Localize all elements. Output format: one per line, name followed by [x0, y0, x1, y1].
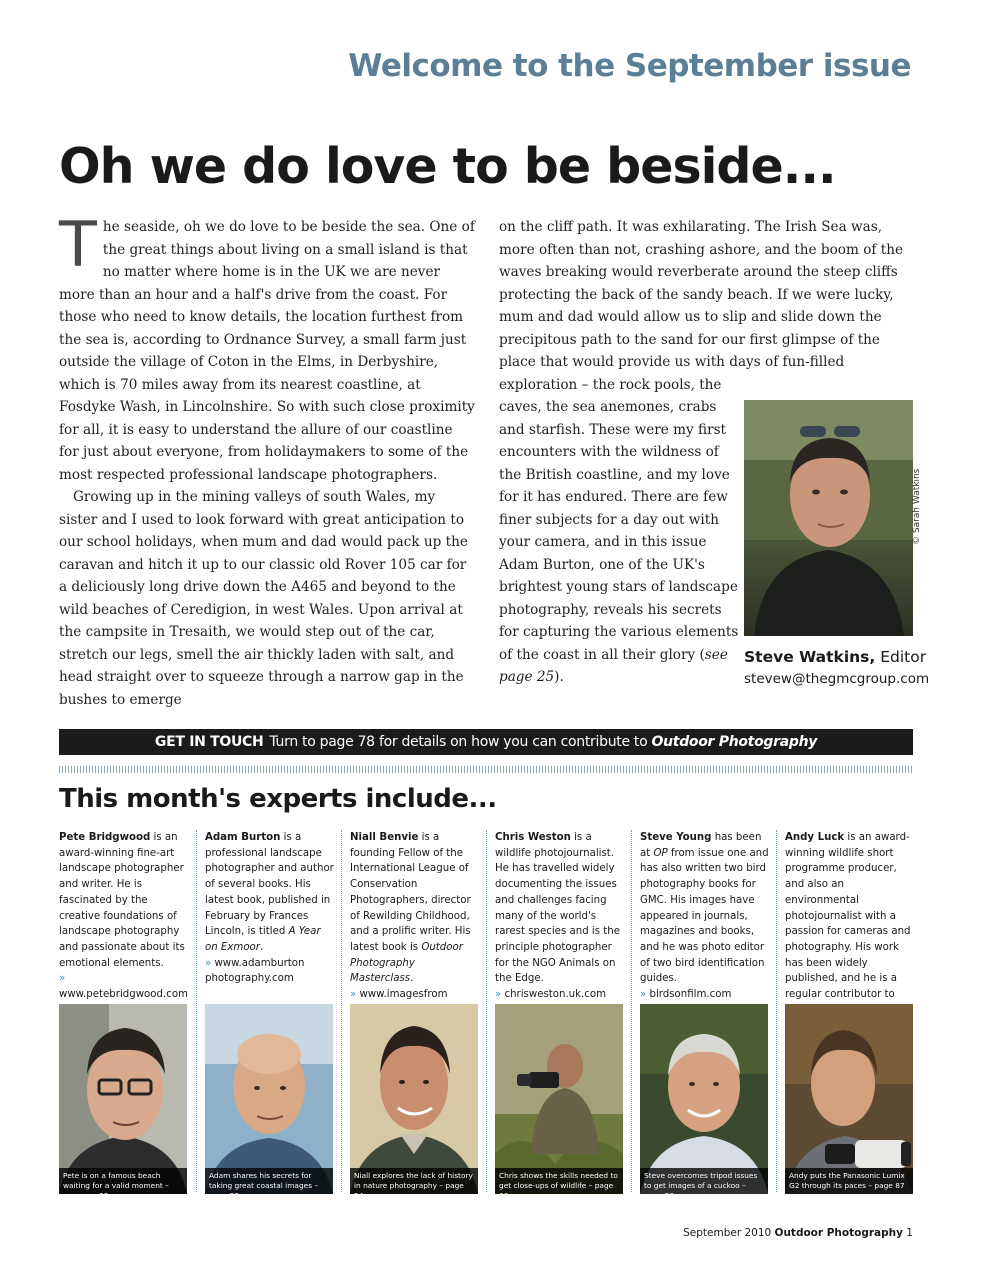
- article-paragraph-4-text: caves, the sea anemones, crabs and starfish. These were my first encounters with the wildness of the British coastline, and my love for it has endured. There are few finer subjects for a day out with your camera, and in this issue Adam Burton, one of the UK's brightest young stars of landscape photography, reveals his secrets for capturing the various elements of the coast in all their glory (: [499, 399, 739, 663]
- pete-portrait-illustration: [59, 1004, 187, 1194]
- editor-role: Editor: [875, 648, 927, 666]
- link-arrow-icon: »: [495, 989, 502, 1001]
- article-paragraph-3: on the cliff path. It was exhilarating. The Irish Sea was, more often than not, crashing ashore, and the boom of the waves breaking would reverberate around the steep cliffs protecting the back of the sandy beach. If we were lucky, mum and dad would allow us to slip and slide down the precipitous path to the sand for our first glimpse of the place that would provide us with days of fun-filled exploration – the rock pools, the: [499, 219, 904, 393]
- article-column-1: [59, 208, 475, 711]
- steve-young-portrait-illustration: [640, 1004, 768, 1194]
- expert-bio-adam-burton: [205, 830, 335, 987]
- photo-caption: Adam shares his secrets for taking great coastal images – page 25: [205, 1168, 333, 1194]
- column-divider: [776, 830, 777, 1192]
- expert-bio-italic: A Year on Exmoor: [205, 926, 321, 953]
- expert-name: Niall Benvie: [350, 832, 419, 843]
- editor-portrait-illustration: [744, 400, 913, 636]
- get-in-touch-bar: [59, 729, 913, 755]
- link-arrow-icon: »: [59, 973, 66, 985]
- photo-caption: Niall explores the lack of history in nature photography – page 54: [350, 1168, 478, 1194]
- expert-bio-end: .: [259, 941, 264, 953]
- folio-page-number: 1: [902, 1227, 913, 1239]
- expert-bio: has been at: [640, 832, 762, 859]
- expert-bio: is an award-winning fine-art landscape photographer and writer. He is fascinated by the creative foundations of landscape photography and passionate about its emotional elements.: [59, 832, 185, 969]
- expert-bio: is an award-winning wildlife short programme producer, and also an environmental photojournalist with a passion for cameras and photography. His work has been widely published, and he is a regular contributor to: [785, 832, 911, 1001]
- photo-caption: Pete is on a famous beach waiting for a valid moment – see page 22: [59, 1168, 187, 1194]
- article-paragraph-1: [59, 208, 475, 486]
- expert-name: Adam Burton: [205, 832, 281, 843]
- expert-bio: is a professional landscape photographer and author of several books. His latest book, published in February by Frances Lincoln, is titled: [205, 832, 334, 938]
- article-paragraph-4: [499, 396, 739, 689]
- expert-bio-italic: OP: [653, 847, 668, 859]
- expert-link[interactable]: www.petebridgwood.com: [59, 989, 188, 1001]
- expert-bio-andy-luck: [785, 830, 915, 1018]
- photo-caption: Steve overcomes tripod issues to get images of a cuckoo – page 50: [640, 1168, 768, 1194]
- get-in-touch-text: Turn to page 78 for details on how you can contribute to: [269, 734, 652, 750]
- folio-magazine: Outdoor Photography: [774, 1227, 903, 1239]
- link-arrow-icon: »: [640, 989, 647, 1001]
- expert-photo-pete: [59, 1004, 187, 1200]
- folio-date: September 2010: [683, 1227, 775, 1239]
- expert-photo-adam: [205, 1004, 333, 1200]
- expert-bio: is a founding Fellow of the International League of Conservation Photographers, director of Rewilding Childhood, and a prolific writer. His latest book is: [350, 832, 471, 953]
- get-in-touch-magazine: Outdoor Photography: [651, 734, 818, 750]
- andy-portrait-illustration: [785, 1004, 913, 1194]
- expert-name: Steve Young: [640, 832, 712, 843]
- expert-bio-end: from issue one and has also written two bird photography books for GMC. His images have appeared in journals, magazines and books, and he was photo editor of two bird identification guides.: [640, 847, 769, 985]
- link-arrow-icon: »: [205, 957, 212, 969]
- tick-rule-divider: [59, 766, 913, 773]
- drop-cap: T: [59, 208, 97, 281]
- expert-photo-steve-young: [640, 1004, 768, 1200]
- article-paragraph-4-end: ).: [554, 669, 564, 685]
- adam-portrait-illustration: [205, 1004, 333, 1194]
- article-paragraph-2: Growing up in the mining valleys of south Wales, my sister and I used to look forward with great anticipation to our school holidays, when mum and dad would pack up the caravan and hitch it up to our classic old Rover 105 car for a deliciously long drive down the A465 and beyond to the wild beaches of Ceredigion, in west Wales. Upon arrival at the campsite in Tresaith, we would step out of the car, stretch our legs, smell the air thickly laden with salt, and head straight over to squeeze through a narrow gap in the bushes to emerge: [59, 489, 468, 708]
- expert-link[interactable]: chrisweston.uk.com: [501, 989, 607, 1001]
- article-paragraph-1-text: he seaside, oh we do love to be beside the sea. One of the great things about living on a small island is that no matter where home is in the UK we are never more than an hour and a half's drive from the coast. For those who need to know details, the location furthest from the sea is, according to Ordnance Survey, a small farm just outside the village of Coton in the Elms, in Derbyshire, which is 70 miles away from its nearest coastline, at Fosdyke Wash, in Lincolnshire. So with such close proximity for all, it is easy to understand the allure of our coastline for just about everyone, from holidaymakers to some of the most respected professional landscape photographers.: [59, 219, 475, 483]
- column-divider: [341, 830, 342, 1192]
- photo-caption: Andy puts the Panasonic Lumix G2 through its paces – page 87: [785, 1168, 913, 1194]
- niall-portrait-illustration: [350, 1004, 478, 1194]
- chris-portrait-illustration: [495, 1004, 623, 1194]
- expert-bio-end: .: [410, 973, 414, 985]
- column-divider: [631, 830, 632, 1192]
- expert-bio-chris-weston: [495, 830, 625, 1003]
- column-divider: [486, 830, 487, 1192]
- expert-bio-pete-bridgwood: [59, 830, 189, 1003]
- expert-bio-niall-benvie: [350, 830, 480, 1018]
- expert-name: Chris Weston: [495, 832, 571, 843]
- expert-bio-steve-young: [640, 830, 770, 1003]
- photo-caption: Chris shows the skills needed to get close-ups of wildlife – page 60: [495, 1168, 623, 1194]
- expert-photo-andy: [785, 1004, 913, 1194]
- expert-photo-niall: [350, 1004, 478, 1200]
- page-reference: see page 25: [499, 646, 728, 685]
- page-folio: [683, 1227, 913, 1239]
- expert-link[interactable]: birdsonfilm.com: [646, 989, 732, 1001]
- page-headline: Oh we do love to be beside...: [59, 138, 836, 195]
- expert-bio-italic: Outdoor Photography Masterclass: [350, 941, 463, 985]
- expert-link[interactable]: www.imagesfrom: [359, 989, 448, 1001]
- photo-credit: © Sarah Watkins: [912, 468, 922, 545]
- get-in-touch-label: GET IN TOUCH: [154, 734, 264, 750]
- expert-link[interactable]: www.adamburton photography.com: [205, 957, 305, 985]
- editor-photo: [744, 400, 913, 636]
- expert-name: Pete Bridgwood: [59, 832, 151, 843]
- column-divider: [196, 830, 197, 1192]
- experts-title: This month's experts include...: [59, 784, 497, 814]
- expert-bio: is a wildlife photojournalist. He has travelled widely documenting the issues and challenges facing many of the world's rarest species and is the principle photographer for the NGO Animals on the Edge.: [495, 832, 620, 985]
- link-arrow-icon: »: [350, 989, 357, 1001]
- editor-email[interactable]: stevew@thegmcgroup.com: [744, 671, 930, 687]
- expert-photo-chris: [495, 1004, 623, 1200]
- section-kicker: Welcome to the September issue: [348, 48, 911, 84]
- editor-name: Steve Watkins,: [744, 648, 876, 666]
- editor-signoff: [744, 648, 926, 666]
- expert-name: Andy Luck: [785, 832, 845, 843]
